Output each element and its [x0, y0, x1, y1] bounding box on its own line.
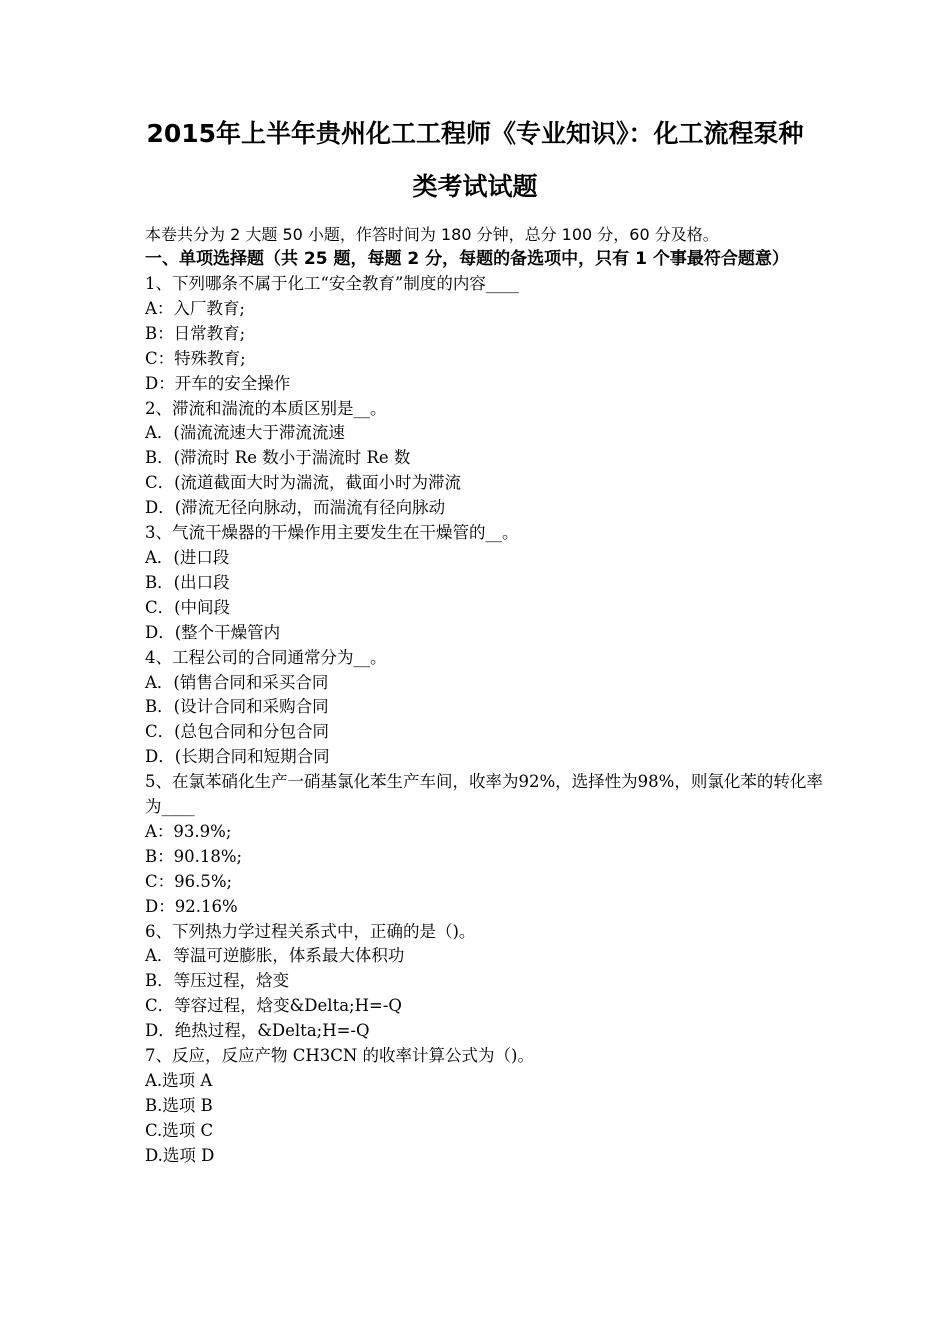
option-a: A．等温可逆膨胀，体系最大体积功 — [145, 946, 405, 966]
question-5 — [145, 770, 825, 919]
option-a: A.选项 A — [145, 1071, 213, 1090]
question-6 — [145, 920, 825, 1045]
option-d: D.选项 D — [145, 1145, 215, 1165]
question-4 — [145, 646, 825, 771]
option-c: C：特殊教育; — [145, 348, 246, 368]
option-b: B．(出口段 — [145, 572, 230, 592]
question-stem: 1、下列哪条不属于化工“安全教育”制度的内容____ — [145, 274, 519, 293]
option-d: D：92.16% — [145, 896, 238, 916]
question-3 — [145, 521, 825, 646]
question-7 — [145, 1044, 825, 1169]
option-a: A．(进口段 — [145, 547, 230, 567]
question-1 — [145, 272, 825, 397]
question-2 — [145, 397, 825, 522]
question-stem: 2、滞流和湍流的本质区别是__。 — [145, 398, 387, 418]
option-a: A．(销售合同和采买合同 — [145, 672, 329, 692]
option-b: B．(滞流时 Re 数小于湍流时 Re 数 — [145, 448, 411, 468]
option-a: A：93.9%; — [145, 821, 232, 841]
question-stem: 5、在氯苯硝化生产一硝基氯化苯生产车间，收率为92%，选择性为98%，则氯化苯的转化率为____ — [145, 772, 823, 817]
option-d: D：开车的安全操作 — [145, 373, 291, 393]
option-c: C.选项 C — [145, 1120, 214, 1140]
option-d: D．(滞流无径向脉动，而湍流有径向脉动 — [145, 498, 446, 518]
option-b: B.选项 B — [145, 1095, 213, 1115]
option-a: A：入厂教育; — [145, 298, 245, 318]
question-stem: 7、反应，反应产物 CH3CN 的收率计算公式为（)。 — [145, 1046, 534, 1066]
section-heading: 一、单项选择题（共 25 题，每题 2 分，每题的备选项中，只有 1 个事最符合题意） — [145, 249, 789, 269]
option-d: D．(长期合同和短期合同 — [145, 747, 330, 767]
option-c: C：96.5%; — [145, 871, 233, 891]
option-c: C．(中间段 — [145, 597, 231, 617]
option-b: B．(设计合同和采购合同 — [145, 697, 329, 717]
option-c: C．(总包合同和分包合同 — [145, 722, 330, 742]
option-b: B：日常教育; — [145, 323, 246, 343]
question-stem: 4、工程公司的合同通常分为__。 — [145, 647, 387, 667]
option-c: C．(流道截面大时为湍流，截面小时为滞流 — [145, 473, 462, 493]
exam-intro: 本卷共分为 2 大题 50 小题，作答时间为 180 分钟，总分 100 分，60 分及格。 — [145, 225, 719, 244]
option-b: B．等压过程，焓变 — [145, 971, 290, 991]
option-b: B：90.18%; — [145, 846, 243, 866]
question-stem: 6、下列热力学过程关系式中，正确的是（)。 — [145, 921, 476, 941]
option-a: A．(湍流流速大于滞流流速 — [145, 423, 345, 443]
exam-content — [145, 222, 825, 1169]
option-d: D．绝热过程，&Delta;H=-Q — [145, 1021, 370, 1041]
document-title-line-1: 2015年上半年贵州化工工程师《专业知识》：化工流程泵种 — [146, 119, 804, 148]
option-d: D．(整个干燥管内 — [145, 622, 281, 642]
question-stem: 3、气流干燥器的干燥作用主要发生在干燥管的__。 — [145, 523, 519, 543]
document-title-line-2: 类考试试题 — [412, 172, 538, 201]
option-c: C．等容过程，焓变&Delta;H=-Q — [145, 996, 402, 1016]
